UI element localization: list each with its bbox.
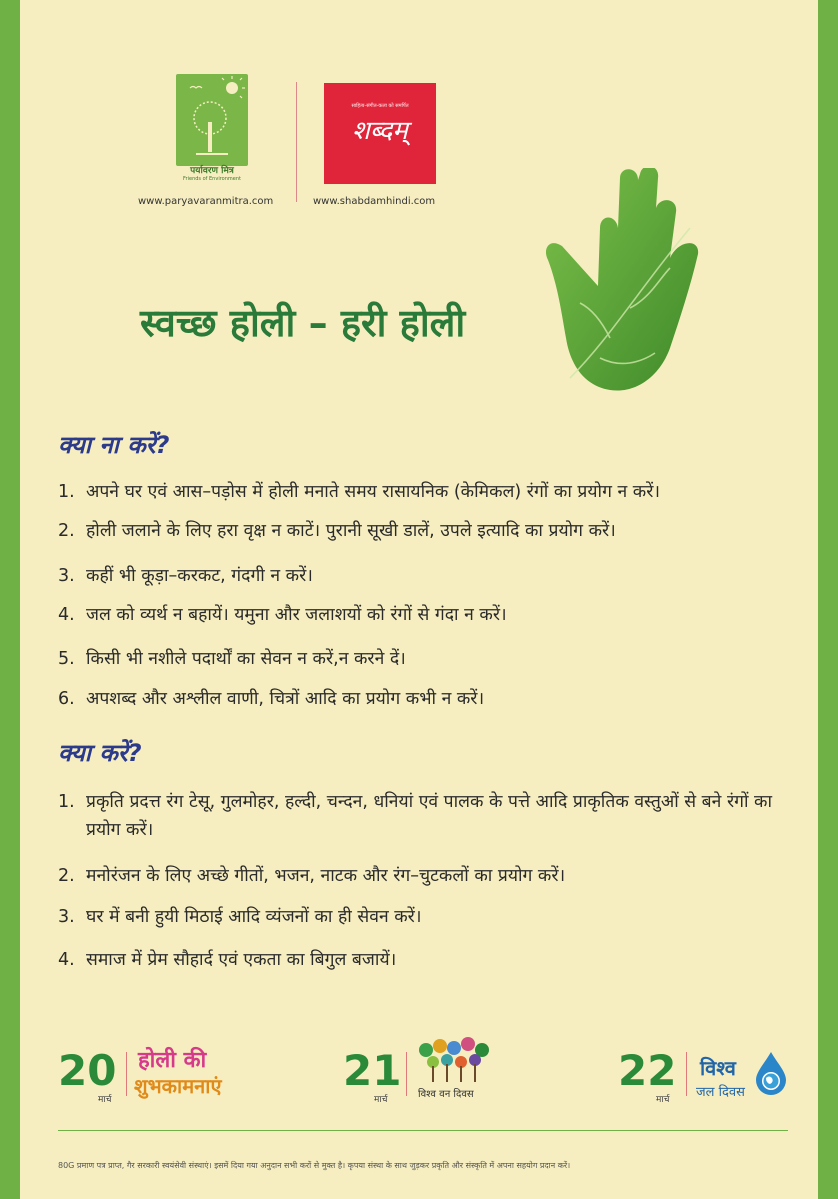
list-item [58, 562, 313, 590]
jal-diwas-line2: जल दिवस [696, 1085, 745, 1100]
item-number: 1. [58, 792, 75, 812]
date-22-month: मार्च [656, 1095, 670, 1105]
item-text: अपशब्द और अश्लील वाणी, चित्रों आदि का प्रयोग कभी न करें। [86, 689, 485, 709]
list-item [58, 946, 396, 974]
shabdam-url[interactable]: www.shabdamhindi.com [313, 196, 436, 207]
footer-divider [58, 1130, 788, 1131]
paryavaran-mitra-logo [176, 74, 248, 182]
item-text: मनोरंजन के लिए अच्छे गीतों, भजन, नाटक और रंग–चुटकलों का प्रयोग करें। [86, 866, 566, 886]
item-text: किसी भी नशीले पदार्थों का सेवन न करें,न करने दें। [86, 649, 406, 669]
date-divider [686, 1052, 687, 1096]
item-text: घर में बनी हुयी मिठाई आदि व्यंजनों का ही सेवन करें। [86, 907, 422, 927]
water-drop-globe-icon [754, 1050, 788, 1096]
paryavaran-mitra-subtitle: Friends of Environment [183, 176, 241, 182]
item-text: होली जलाने के लिए हरा वृक्ष न काटें। पुरानी सूखी डालें, उपले इत्यादि का प्रयोग करें। [86, 521, 616, 541]
date-divider [126, 1052, 127, 1096]
shabdam-logo [324, 83, 436, 184]
logo-divider [296, 82, 297, 202]
list-item [58, 645, 406, 673]
list-item [58, 685, 484, 713]
list-item [58, 862, 565, 890]
list-item [58, 601, 507, 629]
date-divider [406, 1052, 407, 1096]
item-text: कहीं भी कूड़ा–करकट, गंदगी न करें। [86, 566, 313, 586]
forest-trees-icon [416, 1036, 492, 1086]
page-title: स्वच्छ होली – हरी होली [140, 301, 466, 345]
item-text: प्रकृति प्रदत्त रंग टेसू, गुलमोहर, हल्दी, चन्दन, धनियां एवं पालक के पत्ते आदि प्राकृतिक वस्तुओं से बने रंगों का प्रयोग करें। [86, 792, 773, 840]
tree-logo-icon [176, 74, 248, 166]
date-21-month: मार्च [374, 1095, 388, 1105]
leaf-hand-icon [540, 168, 726, 396]
left-green-border [0, 0, 20, 1199]
item-number: 3. [58, 566, 75, 586]
item-number: 5. [58, 649, 75, 669]
right-green-border [818, 0, 838, 1199]
item-text: समाज में प्रेम सौहार्द एवं एकता का बिगुल बजायें। [86, 950, 397, 970]
list-item [58, 517, 616, 545]
item-number: 4. [58, 605, 75, 625]
shabdam-wordmark: शब्दम् [352, 116, 408, 146]
paryavaran-mitra-url[interactable]: www.paryavaranmitra.com [138, 196, 274, 207]
footer-note: 80G प्रमाण पत्र प्राप्त, गैर सरकारी स्वयंसेवी संस्थाएं। इसमें दिया गया अनुदान सभी करों से मुक्त है। कृपया संस्था के साथ जुड़कर प्रकृति और संस्कृति में अपना सहयोग प्रदान करें। [58, 1161, 571, 1170]
holi-greeting-line1: होली की [138, 1048, 207, 1073]
do-heading: क्या करें? [58, 739, 142, 767]
date-22: 22 [618, 1046, 677, 1095]
item-text: जल को व्यर्थ न बहायें। यमुना और जलाशयों को रंगों से गंदा न करें। [86, 605, 507, 625]
list-item [58, 478, 660, 506]
holi-greeting-line2: शुभकामनाएं [134, 1074, 222, 1098]
jal-diwas-line1: विश्व [700, 1056, 736, 1080]
item-number: 3. [58, 907, 75, 927]
item-number: 6. [58, 689, 75, 709]
item-text: अपने घर एवं आस–पड़ोस में होली मनाते समय रासायनिक (केमिकल) रंगों का प्रयोग न करें। [86, 482, 660, 502]
date-20: 20 [58, 1046, 117, 1095]
date-20-month: मार्च [98, 1095, 112, 1105]
shabdam-tagline: साहित्य-संगीत-कला को समर्पित [351, 103, 409, 109]
van-diwas-label: विश्व वन दिवस [418, 1089, 474, 1100]
item-number: 2. [58, 866, 75, 886]
dont-heading: क्या ना करें? [58, 431, 170, 459]
paryavaran-mitra-name: पर्यावरण मित्र [190, 166, 234, 176]
date-21: 21 [343, 1046, 402, 1095]
list-item [58, 903, 421, 931]
item-number: 2. [58, 521, 75, 541]
item-number: 1. [58, 482, 75, 502]
list-item [58, 788, 788, 844]
item-number: 4. [58, 950, 75, 970]
